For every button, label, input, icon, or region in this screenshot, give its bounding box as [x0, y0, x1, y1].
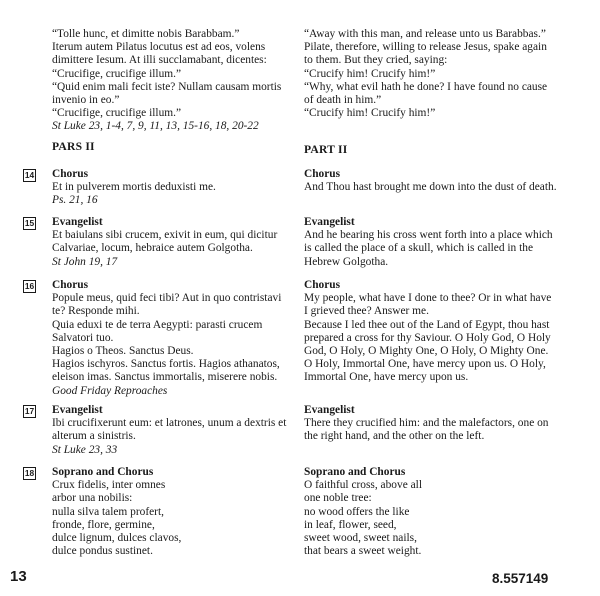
section-title: Chorus	[52, 168, 89, 180]
text-line: Crux fidelis, inter omnes	[52, 479, 166, 492]
text-line: dimittere Iesum. At illi succlamabant, dicentes:	[52, 54, 267, 67]
track-number-badge: 17	[24, 406, 35, 416]
text-line: Salvatori tuo.	[52, 331, 114, 344]
text-line: Pilate, therefore, willing to release Jesus, spake again	[304, 41, 547, 54]
text-line: Hagios ischyros. Sanctus fortis. Hagios athanatos,	[52, 358, 280, 371]
text-line: no wood offers the like	[304, 505, 410, 518]
section-17-latin	[24, 404, 287, 457]
text-line: Immortal One, have mercy upon us.	[304, 371, 469, 384]
text-line: sweet wood, sweet nails,	[304, 532, 417, 545]
section-14-latin	[24, 168, 216, 208]
scripture-reference: St John 19, 17	[52, 255, 118, 268]
text-line: of death in him.”	[304, 94, 382, 107]
text-line: “Why, what evil hath he done? I have found no cause	[304, 80, 548, 93]
text-line: O faithful cross, above all	[304, 479, 422, 492]
text-line: te? Responde mihi.	[52, 305, 140, 318]
scripture-reference: Good Friday Reproaches	[52, 384, 168, 397]
scripture-reference: St Luke 23, 1-4, 7, 9, 11, 13, 15-16, 18, 20-22	[52, 120, 259, 133]
text-line: Ibi crucifixerunt eum: et latrones, unum a dextris et	[52, 417, 287, 430]
text-line: nulla silva talem profert,	[52, 505, 164, 518]
text-line: I grieved thee? Answer me.	[304, 305, 429, 318]
text-line: dulce lignum, dulces clavos,	[52, 532, 182, 545]
text-line: that bears a sweet weight.	[304, 545, 422, 558]
text-line: invenio in eo.”	[52, 94, 120, 107]
part-heading-english: PART II	[304, 143, 348, 156]
section-15-latin	[24, 216, 278, 269]
text-line: And Thou hast brought me down into the dust of death.	[304, 181, 557, 194]
text-line: in leaf, flower, seed,	[304, 518, 397, 531]
track-number-badge: 15	[24, 218, 35, 228]
section-15-english	[304, 216, 553, 269]
text-line: Iterum autem Pilatus locutus est ad eos, volens	[52, 41, 266, 54]
catalogue-number: 8.557149	[492, 571, 549, 586]
english-column	[304, 0, 566, 558]
text-line: Because I led thee out of the Land of Egypt, thou hast	[304, 318, 550, 331]
section-16-english	[304, 279, 551, 385]
section-18-english	[304, 466, 422, 558]
track-number-badge: 14	[24, 170, 35, 180]
text-line: fronde, flore, germine,	[52, 518, 155, 531]
section-18-latin	[24, 466, 182, 558]
text-line: Et baiulans sibi crucem, exivit in eum, qui dicitur	[52, 229, 278, 242]
text-line: O Holy, Immortal One, have mercy upon us. O Holy,	[304, 358, 546, 371]
text-line: “Crucifige, crucifige illum.”	[52, 67, 182, 80]
english-intro	[304, 0, 566, 120]
section-title: Evangelist	[304, 404, 355, 416]
text-line: eleison imas. Sanctus immortalis, miserere nobis.	[52, 371, 278, 384]
part-heading-latin: PARS II	[52, 140, 95, 153]
text-line: “Quid enim mali fecit iste? Nullam causam mortis	[52, 80, 282, 93]
section-17-english	[304, 404, 548, 444]
latin-intro	[52, 0, 288, 134]
scripture-reference: St Luke 23, 33	[52, 443, 118, 456]
text-line: “Tolle hunc, et dimitte nobis Barabbam.”	[52, 28, 240, 40]
text-line: And he bearing his cross went forth into a place which	[304, 229, 553, 242]
section-title: Evangelist	[52, 404, 103, 416]
text-line: Calvariae, locum, hebraice autem Golgotha.	[52, 242, 253, 255]
text-line: Hagios o Theos. Sanctus Deus.	[52, 345, 194, 358]
text-line: Hebrew Golgotha.	[304, 255, 389, 268]
scripture-reference: Ps. 21, 16	[52, 194, 98, 207]
track-number-badge: 16	[24, 281, 35, 291]
section-14-english	[304, 168, 557, 194]
section-16-latin	[24, 279, 282, 398]
text-line: “Crucifige, crucifige illum.”	[52, 107, 182, 120]
text-line: the right hand, and the other on the left.	[304, 430, 485, 443]
text-line: “Crucify him! Crucify him!”	[304, 107, 436, 120]
text-line: is called the place of a skull, which is called in the	[304, 242, 534, 255]
track-number-badge: 18	[24, 468, 35, 478]
section-title: Chorus	[304, 168, 341, 180]
text-line: alterum a sinistris.	[52, 430, 136, 443]
section-title: Evangelist	[52, 216, 103, 228]
section-title: Evangelist	[304, 216, 355, 228]
latin-column	[24, 0, 288, 558]
text-line: My people, what have I done to thee? Or in what have	[304, 292, 552, 305]
text-line: God, O Holy, O Mighty One, O Holy, O Mighty One.	[304, 345, 549, 358]
section-title: Soprano and Chorus	[304, 466, 406, 478]
text-line: Et in pulverem mortis deduxisti me.	[52, 181, 216, 194]
text-line: “Away with this man, and release unto us Barabbas.”	[304, 28, 546, 40]
text-line: arbor una nobilis:	[52, 492, 133, 505]
text-line: “Crucify him! Crucify him!”	[304, 67, 436, 80]
page-number: 13	[10, 568, 27, 585]
section-title: Chorus	[52, 279, 89, 291]
text-line: one noble tree:	[304, 492, 372, 505]
section-title: Chorus	[304, 279, 341, 291]
text-line: There they crucified him: and the malefactors, one on	[304, 417, 549, 430]
section-title: Soprano and Chorus	[52, 466, 154, 478]
text-line: dulce pondus sustinet.	[52, 545, 153, 558]
text-line: Quia eduxi te de terra Aegypti: parasti crucem	[52, 318, 263, 331]
text-line: prepared a cross for thy Saviour. O Holy God, O Holy	[304, 331, 551, 344]
text-line: to them. But they cried, saying:	[304, 54, 448, 67]
text-line: Popule meus, quid feci tibi? Aut in quo contristavi	[52, 292, 282, 305]
